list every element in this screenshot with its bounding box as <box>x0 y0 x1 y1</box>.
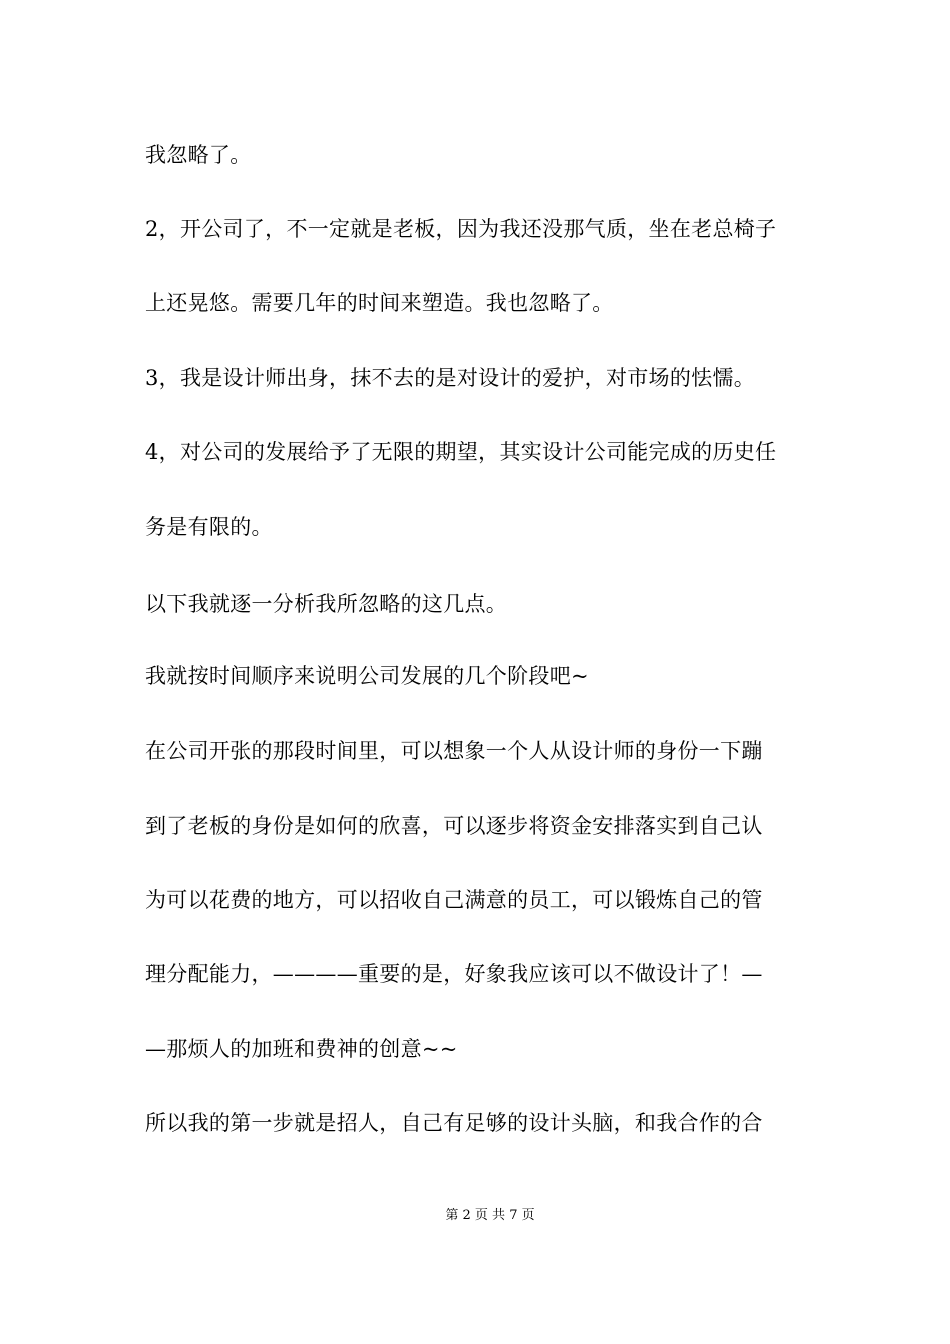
text-line-3: 上还晃悠。需要几年的时间来塑造。我也忽略了。 <box>145 291 614 315</box>
text-line-9: 在公司开张的那段时间里，可以想象一个人从设计师的身份一下蹦 <box>145 739 763 763</box>
text-line-14: 所以我的第一步就是招人，自己有足够的设计头脑，和我合作的合 <box>145 1111 763 1135</box>
text-line-8: 我就按时间顺序来说明公司发展的几个阶段吧~ <box>145 664 589 688</box>
text-line-11: 为可以花费的地方，可以招收自己满意的员工，可以锻炼自己的管 <box>145 888 763 912</box>
text-line-5: 4，对公司的发展给予了无限的期望，其实设计公司能完成的历史任 <box>145 440 777 464</box>
text-line-6: 务是有限的。 <box>145 515 273 539</box>
text-line-12: 理分配能力，————重要的是，好象我应该可以不做设计了！— <box>145 962 763 986</box>
page-number-footer: 第 2 页 共 7 页 <box>445 1208 535 1223</box>
text-line-7: 以下我就逐一分析我所忽略的这几点。 <box>145 592 508 616</box>
text-line-13: —那烦人的加班和费神的创意~~ <box>145 1037 458 1061</box>
text-line-1: 我忽略了。 <box>145 143 252 167</box>
text-line-2: 2，开公司了，不一定就是老板，因为我还没那气质，坐在老总椅子 <box>145 217 777 241</box>
text-line-4: 3，我是设计师出身，抹不去的是对设计的爱护，对市场的怯懦。 <box>145 366 756 390</box>
text-line-10: 到了老板的身份是如何的欣喜，可以逐步将资金安排落实到自己认 <box>145 814 763 838</box>
